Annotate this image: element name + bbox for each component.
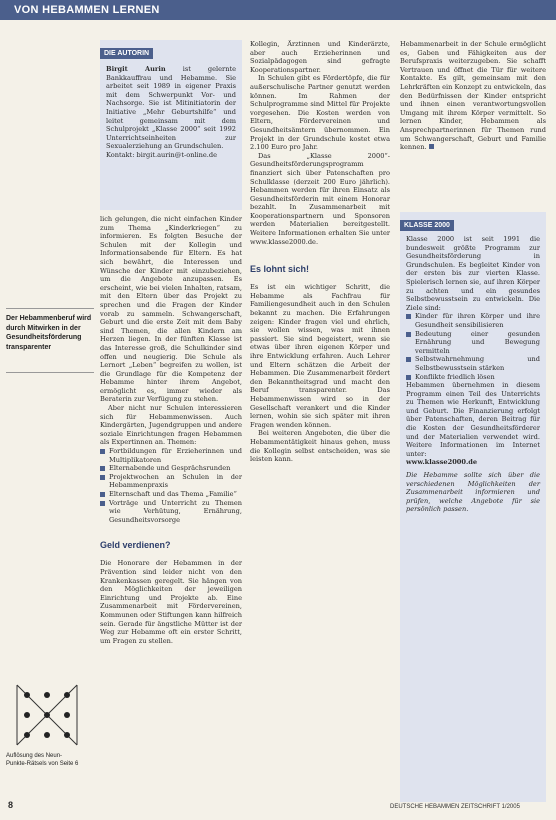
klasse2000-goal-list	[406, 312, 540, 381]
heading-es-lohnt-sich: Es lohnt sich!	[250, 264, 310, 275]
col2-paragraph-3: Die Honorare der Hebammen in der Prävention sind leider nicht von den Krankenkassen geregelt. Sie hängen von den Möglichkeiten der jeweiligen Einrichtung und Projekte ab. Eine Zusammenarbeit mit Fördervereinen, Kommunen oder Stiftungen kann hilfreich sein. Gerade für ängstliche Mütter ist der Weg zur Hebamme oft ein erster Schritt, um Fragen zu stellen.	[100, 559, 242, 645]
col3-paragraph-2: In Schulen gibt es Fördertöpfe, die für außerschulische Partner genutzt werden können. Im Rahmen der Schulprogramme sind Mittel für Projekte vorgesehen. Die Kosten werden von Eltern, Fördervereinen und Gesundheitsämtern übernommen. Ein Projekt in der Grundschule kostet etwa 2.100 Euro pro Jahr.	[250, 74, 390, 152]
author-name: Birgit Aurin	[106, 65, 166, 73]
journal-footer: DEUTSCHE HEBAMMEN ZEITSCHRIFT 1/2005	[390, 804, 520, 810]
list-item: Selbstwahrnehmung und Selbstbewusstsein stärken	[406, 355, 540, 372]
page-number: 8	[8, 800, 14, 810]
nine-dots-puzzle-figure	[12, 680, 82, 750]
author-email-link[interactable]: birgit.aurin@t-online.de	[136, 150, 218, 159]
col2-paragraph-1: lich gelungen, die nicht einfachen Kinder zum Thema „Kinderkriegen“ zu informieren. Es folgten Besuche der Schulen mit der Kollegin und Informationsabende für Eltern. Es hat sich bewährt, die Interessen und Wünsche der Kinder mit einzubeziehen, um die Angebote anzupassen. Es erscheint, wie bei vielen Inhalten, ratsam, mit den Eltern über das Projekt zu sprechen und die Fragen der Kinder vorab zu sammeln. Schwangerschaft, Geburt und die erste Zeit mit dem Baby sind Themen, die allen Kindern am Herzen liegen. In der fünften Klasse ist das Interesse groß, die Schulkinder sind offen und neugierig. Die Schule als Lernort „Leben“ begreifen zu wollen, ist die Grundlage für die Kompetenz der Hebamme hinter ihrem Angebot, ermöglicht es, immer wieder als Beraterin zur Verfügung zu stehen.	[100, 215, 242, 404]
heading-geld-verdienen: Geld verdienen?	[100, 540, 171, 551]
column-4	[400, 40, 546, 152]
klasse2000-url-link[interactable]: www.klasse2000.de	[406, 458, 478, 467]
column-3	[250, 40, 390, 464]
klasse2000-box	[400, 212, 546, 802]
end-square-icon	[429, 144, 434, 149]
list-item: Projektwochen an Schulen in der Hebammenpraxis	[100, 473, 242, 490]
col3-paragraph-4: Es ist ein wichtiger Schritt, die Hebamme als Fachfrau für Familiengesundheit auch in den Schulen bekannt zu machen. Die Erfahrungen zeigen: Kinder fragen viel und ehrlich, sie wollen wissen, was mit ihnen passiert. Sie sind begeistert, wenn sie etwas über ihren eigenen Körper und ihre Entwicklung erfahren. Auch Lehrer und Eltern schätzen die Arbeit der Hebammen. Die Zusammenarbeit fördert den Bekanntheitsgrad und macht den Beruf transparenter. Das Hebammenwissen wird so in der Gesellschaft verankert und die Kinder lernen, wohin sie sich später mit ihren Fragen wenden können.	[250, 283, 390, 429]
quote-rule-top	[6, 308, 94, 309]
author-box-heading: DIE AUTORIN	[100, 48, 153, 59]
list-item: Konflikte friedlich lösen	[406, 373, 540, 382]
col3-paragraph-5: Bei weiteren Angeboten, die über die Hebammentätigkeit hinaus gehen, muss die Kollegin selbst entscheiden, was sie leisten kann.	[250, 429, 390, 464]
col2-bullet-list	[100, 447, 242, 524]
list-item: Vorträge und Unterricht zu Themen wie Verhütung, Ernährung, Gesundheitsvorsorge	[100, 499, 242, 525]
col3-paragraph-1: Kollegin, Ärztinnen und Kinderärzte, aber auch Erzieherinnen und Sozialpädagogen sind gefragte Kooperationspartner.	[250, 40, 390, 74]
column-2	[100, 215, 242, 645]
figure-caption: Auflösung des Neun-Punkte-Rätsels von Seite 6	[6, 753, 79, 767]
klasse2000-intro: Klasse 2000 ist seit 1991 die bundesweit größte Programm zur Gesundheitsförderung in Grundschulen. Es begleitet Kinder von der ersten bis zur vierten Klasse. Spielerisch lernen sie, auf ihren Körper zu achten und ein gesundes Selbstbewusstsein zu entwickeln. Die Ziele sind:	[406, 235, 540, 312]
col3-paragraph-3: Das „Klasse 2000“-Gesundheitsförderungsprogramm finanziert sich über Patenschaften pro Schulklasse (derzeit 200 Euro jährlich). Hebammen werden für ihren Einsatz als Gesundheitsförderin mit einem Honorar bezahlt. In Zusammenarbeit mit Kooperationspartnern und Sponsoren werden Materialien bereitgestellt. Weitere Informationen erhalten Sie unter www.klasse2000.de.	[250, 151, 390, 246]
klasse2000-heading: KLASSE 2000	[400, 220, 454, 231]
sidebar-quote: Der Hebammenberuf wird durch Mitwirken in der Gesundheitsförderung transparenter	[6, 315, 92, 351]
quote-rule-bottom	[6, 372, 94, 373]
list-item: Bedeutung einer gesunden Ernährung und Bewegung vermitteln	[406, 330, 540, 356]
list-item: Elternschaft und das Thema „Familie“	[100, 490, 242, 499]
col4-paragraph-1: Hebammenarbeit in der Schule ermöglicht es, Gaben und Fähigkeiten aus der Berufspraxis weiterzugeben. Sie schafft Vertrauen und öffnet die Tür für weitere Kontakte. Es gilt, gemeinsam mit den Lehrkräften ein Konzept zu entwickeln, das den Bedürfnissen der Kinder entspricht und ihnen einen verantwortungsvollen Umgang mit ihrem Körper vermittelt. So lernen Kinder, Hebammen als Ansprechpartnerinnen für Themen rund um Schwangerschaft, Geburt und Familie kennen.	[400, 40, 546, 152]
col2-paragraph-2: Aber nicht nur Schulen interessieren sich für Hebammenwissen. Auch Kindergärten, Jugendgruppen und andere soziale Einrichtungen fragen Hebammen als Expertinnen an. Themen:	[100, 404, 242, 447]
klasse2000-body: Hebammen übernehmen in diesem Programm einen Teil des Unterrichts zu Themen wie Herkunft, Entwicklung und Geburt. Die Finanzierung erfolgt über Patenschaften, deren Beitrag für die Kosten der Gesundheitsförderer und der Materialien verwendet wird. Weitere Informationen im Internet unter:	[406, 381, 540, 458]
author-bio: ist gelernte Bankkauffrau und Hebamme. Sie arbeitet seit 1989 in eigener Praxis mit dem Schwerpunkt Vor- und Nachsorge. Sie ist Mitinitiatorin der Initiative „Mehr Geburtshilfe“ und leitet gemeinsam mit dem Schulprojekt „Klasse 2000“ seit 1992 Unterrichtseinheiten zur Sexualerziehung an Grundschulen.	[106, 65, 236, 151]
contact-label: Kontakt:	[106, 150, 137, 159]
list-item: Fortbildungen für Erzieherinnen und Multiplikatoren	[100, 447, 242, 464]
klasse2000-italic-note: Die Hebamme sollte sich über die verschiedenen Möglichkeiten der Zusammenarbeit informieren und prüfen, welche Angebote für sie persönlich passen.	[406, 471, 540, 514]
section-header: VON HEBAMMEN LERNEN	[0, 0, 556, 20]
author-box	[100, 40, 242, 210]
list-item: Elternabende und Gesprächsrunden	[100, 464, 242, 473]
list-item: Kinder für ihren Körper und ihre Gesundheit sensibilisieren	[406, 312, 540, 329]
